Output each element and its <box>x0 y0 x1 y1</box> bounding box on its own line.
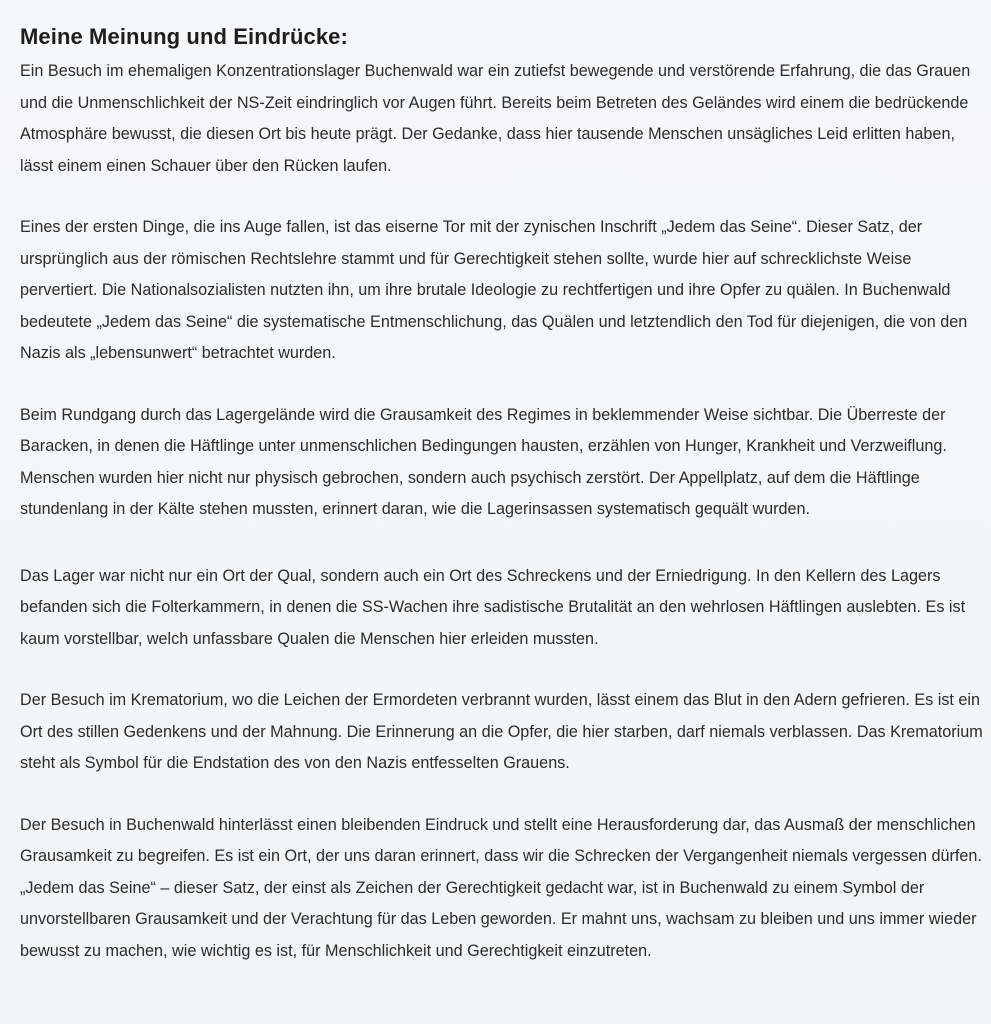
paragraph-3: Beim Rundgang durch das Lagergelände wird die Grausamkeit des Regimes in beklemmender Weise sichtbar. Die Überreste der Baracken, in denen die Häftlinge unter unmenschlichen Bedingungen hausten, erzählen von Hunger, Krankheit und Verzweiflung. Menschen wurden hier nicht nur physisch gebrochen, sondern auch psychisch zerstört. Der Appellplatz, auf dem die Häftlinge stundenlang in der Kälte stehen mussten, erinnert daran, wie die Lagerinsassen systematisch gequält wurden. <box>20 405 947 518</box>
paragraph-4: Das Lager war nicht nur ein Ort der Qual, sondern auch ein Ort des Schreckens und der Erniedrigung. In den Kellern des Lagers befanden sich die Folterkammern, in denen die SS-Wachen ihre sadistische Brutalität an den wehrlosen Häftlingen auslebten. Es ist kaum vorstellbar, welch unfassbare Qualen die Menschen hier erleiden mussten. <box>20 566 966 648</box>
paragraph-1: Ein Besuch im ehemaligen Konzentrationslager Buchenwald war ein zutiefst bewegende und verstörende Erfahrung, die das Grauen und die Unmenschlichkeit der NS-Zeit eindringlich vor Augen führt. Bereits beim Betreten des Geländes wird einem die bedrückende Atmosphäre bewusst, die diesen Ort bis heute prägt. Der Gedanke, dass hier tausende Menschen unsägliches Leid erlitten haben, lässt einem einen Schauer über den Rücken laufen. <box>20 62 971 175</box>
paragraph-6: Der Besuch in Buchenwald hinterlässt einen bleibenden Eindruck und stellt eine Herausforderung dar, das Ausmaß der menschlichen Grausamkeit zu begreifen. Es ist ein Ort, der uns daran erinnert, dass wir die Schrecken der Vergangenheit niemals vergessen dürfen. „Jedem das Seine“ – dieser Satz, der einst als Zeichen der Gerechtigkeit gedacht war, ist in Buchenwald zu einem Symbol der unvorstellbaren Grausamkeit und der Verachtung für das Leben geworden. Er mahnt uns, wachsam zu bleiben und uns immer wieder bewusst zu machen, wie wichtig es ist, für Menschlichkeit und Gerechtigkeit einzutreten. <box>20 815 982 960</box>
paragraph-5: Der Besuch im Krematorium, wo die Leichen der Ermordeten verbrannt wurden, lässt einem das Blut in den Adern gefrieren. Es ist ein Ort des stillen Gedenkens und der Mahnung. Die Erinnerung an die Opfer, die hier starben, darf niemals verblassen. Das Krematorium steht als Symbol für die Endstation des von den Nazis entfesselten Grauens. <box>20 691 983 772</box>
paragraph-2: Eines der ersten Dinge, die ins Auge fallen, ist das eiserne Tor mit der zynischen Inschrift „Jedem das Seine“. Dieser Satz, der ursprünglich aus der römischen Rechtslehre stammt und für Gerechtigkeit stehen sollte, wurde hier auf schrecklichste Weise pervertiert. Die Nationalsozialisten nutzten ihn, um ihre brutale Ideologie zu rechtfertigen und ihre Opfer zu quälen. In Buchenwald bedeutete „Jedem das Seine“ die systematische Entmenschlichung, das Quälen und letztendlich den Tod für diejenigen, die von den Nazis als „lebensunwert“ betrachtet wurden. <box>20 218 968 362</box>
document-title: Meine Meinung und Eindrücke: <box>20 24 348 49</box>
